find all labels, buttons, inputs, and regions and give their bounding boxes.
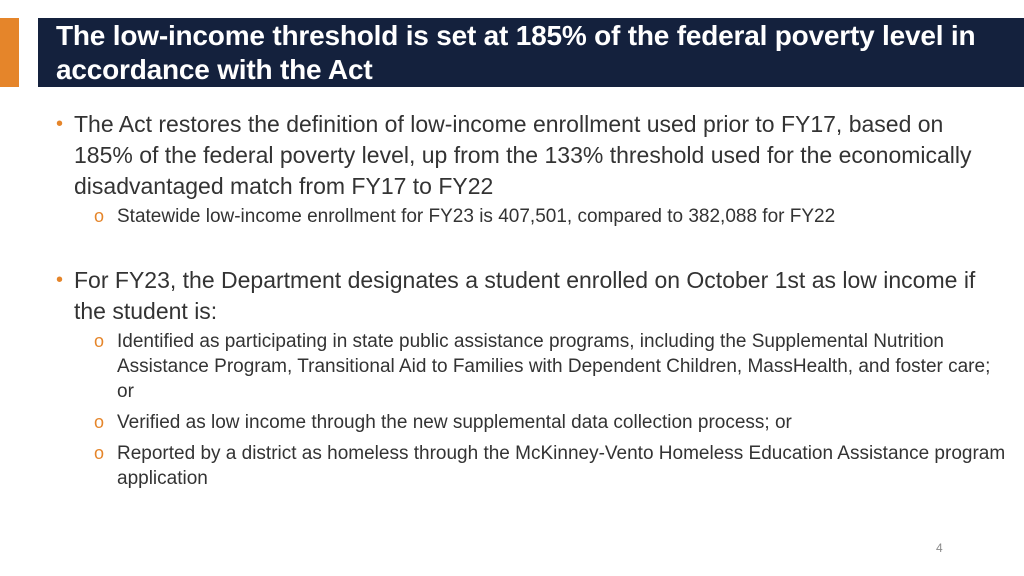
- bullet-dot-icon: •: [56, 113, 64, 135]
- bullet-text: For FY23, the Department designates a student enrolled on October 1st as low income if the student is:: [74, 267, 976, 324]
- sub-bullet-item: [94, 329, 1006, 404]
- bullet-item: [56, 265, 1006, 327]
- sub-bullet-item: [94, 441, 1006, 491]
- bullet-item: [56, 109, 1006, 202]
- sub-bullet-list: [56, 204, 1006, 229]
- bullet-dot-icon: •: [56, 269, 64, 291]
- sub-bullet-text: Identified as participating in state public assistance programs, including the Supplemental Nutrition Assistance Program, Transitional Aid to Families with Dependent Children, MassHealth, and foster care; or: [117, 331, 991, 402]
- sub-bullet-item: [94, 410, 1006, 435]
- sub-bullet-text: Statewide low-income enrollment for FY23 is 407,501, compared to 382,088 for FY22: [117, 206, 836, 227]
- bullet-text: The Act restores the definition of low-income enrollment used prior to FY17, based on 185% of the federal poverty level, up from the 133% threshold used for the economically disadvantaged match from FY17 to FY22: [74, 111, 972, 199]
- sub-bullet-item: [94, 204, 1006, 229]
- spacer: [56, 235, 1006, 265]
- sub-bullet-circle-icon: o: [94, 412, 105, 432]
- sub-bullet-circle-icon: o: [94, 331, 105, 351]
- sub-bullet-list: [56, 329, 1006, 491]
- sub-bullet-text: Reported by a district as homeless through the McKinney-Vento Homeless Education Assistance program application: [117, 443, 1006, 489]
- accent-bar: [0, 18, 19, 87]
- page-number: 4: [936, 541, 943, 555]
- title-bar: [38, 18, 1024, 87]
- slide-title: The low-income threshold is set at 185% of the federal poverty level in accordance with the Act: [56, 20, 976, 85]
- slide-content: [56, 109, 1006, 497]
- sub-bullet-circle-icon: o: [94, 443, 105, 463]
- sub-bullet-circle-icon: o: [94, 206, 105, 226]
- sub-bullet-text: Verified as low income through the new supplemental data collection process; or: [117, 412, 792, 433]
